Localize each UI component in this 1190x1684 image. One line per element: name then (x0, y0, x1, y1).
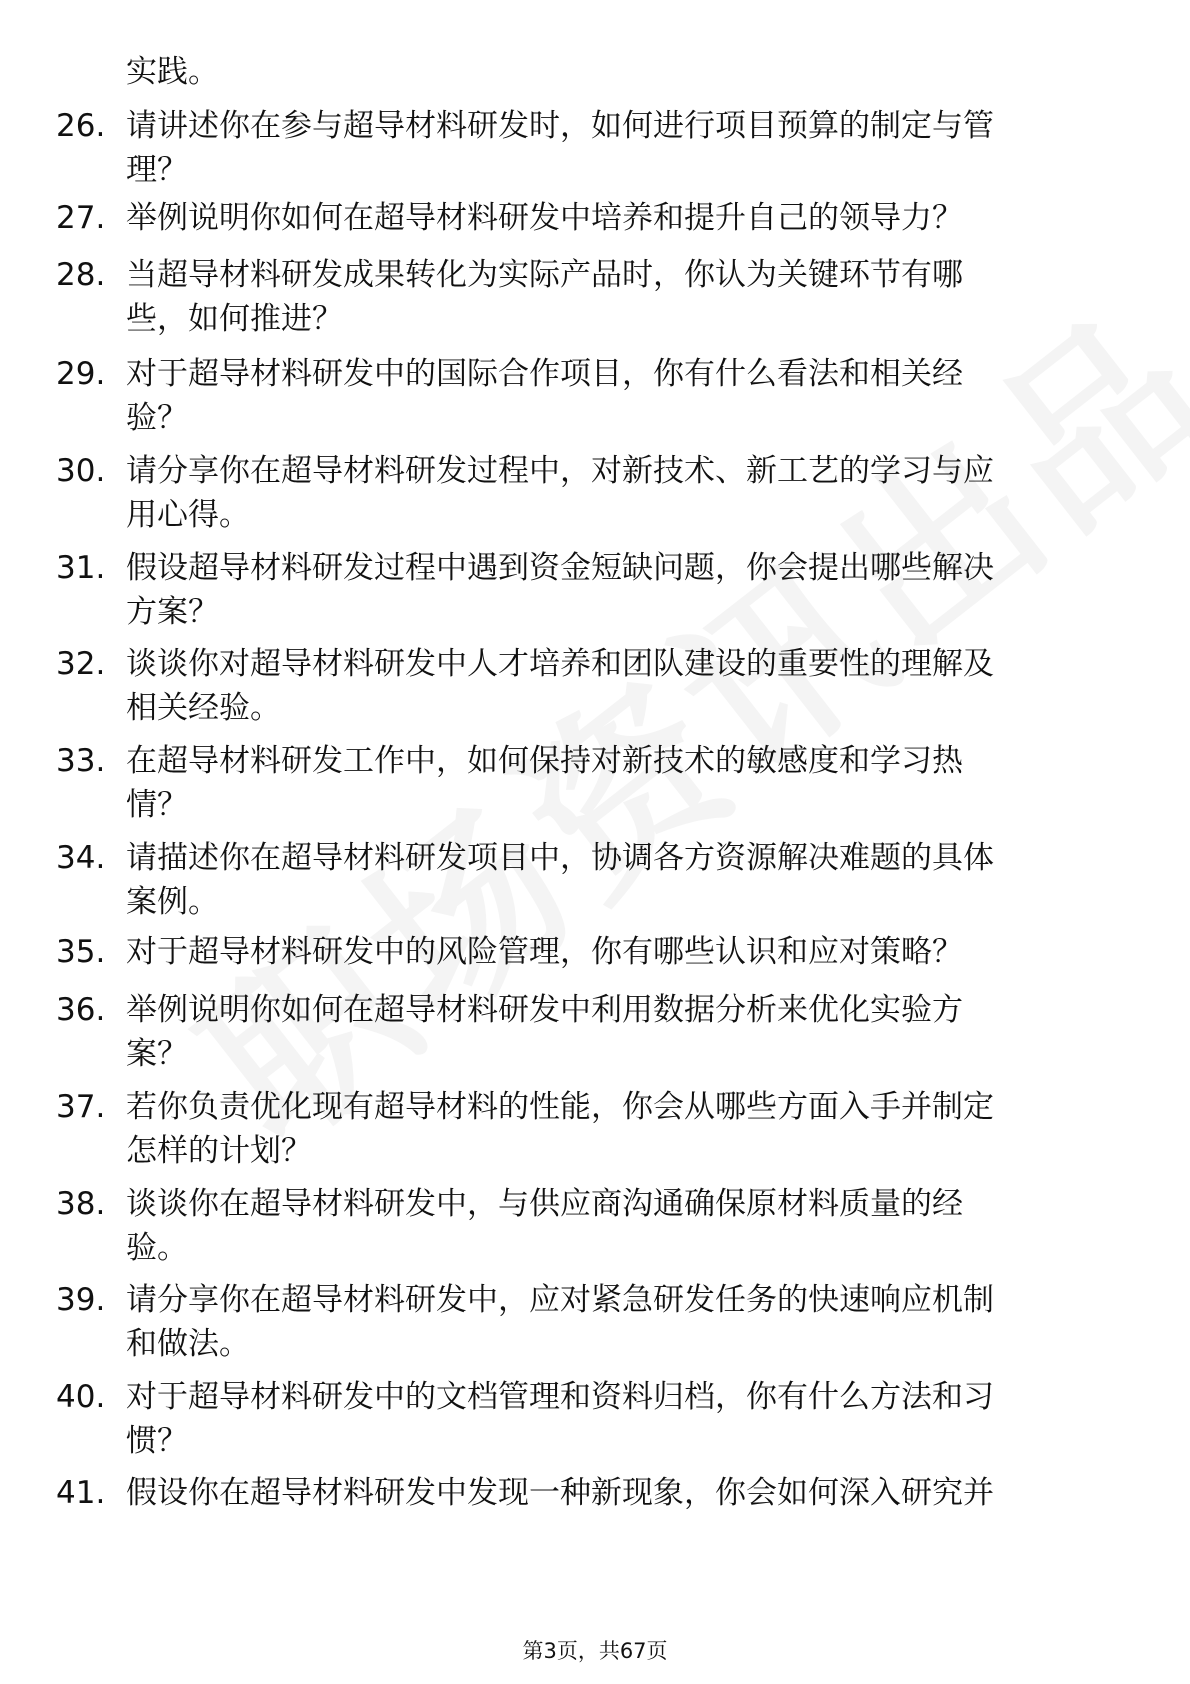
item-number: 26. (56, 108, 106, 144)
item-line: 当超导材料研发成果转化为实际产品时，你认为关键环节有哪 (126, 257, 963, 293)
item-line: 对于超导材料研发中的文档管理和资料归档，你有什么方法和习 (126, 1379, 994, 1415)
item-line: 请分享你在超导材料研发过程中，对新技术、新工艺的学习与应 (126, 453, 994, 489)
item-line: 验。 (126, 1230, 188, 1266)
item-line: 案？ (126, 1036, 188, 1072)
item-line: 对于超导材料研发中的国际合作项目，你有什么看法和相关经 (126, 356, 963, 392)
item-text (126, 196, 1116, 240)
item-text (126, 1278, 1116, 1366)
item-number: 31. (56, 550, 106, 586)
item-line: 请描述你在超导材料研发项目中，协调各方资源解决难题的具体 (126, 840, 994, 876)
item-number: 41. (56, 1475, 106, 1511)
item-number: 34. (56, 840, 106, 876)
item-number: 39. (56, 1282, 106, 1318)
page-number-footer: 第3页，共67页 (522, 1639, 668, 1663)
item-number: 33. (56, 743, 106, 779)
item-line: 案例。 (126, 884, 219, 920)
item-line: 谈谈你在超导材料研发中，与供应商沟通确保原材料质量的经 (126, 1186, 963, 1222)
item-number: 35. (56, 934, 106, 970)
item-line: 和做法。 (126, 1326, 250, 1362)
item-line: 理？ (126, 152, 188, 188)
item-number: 27. (56, 200, 106, 236)
item-line: 些，如何推进？ (126, 301, 343, 337)
item-text (126, 1471, 1116, 1515)
item-text (126, 836, 1116, 924)
item-line: 假设超导材料研发过程中遇到资金短缺问题，你会提出哪些解决 (126, 550, 994, 586)
item-text (126, 352, 1116, 440)
item-text (126, 104, 1116, 192)
item-text (126, 1375, 1116, 1463)
item-line: 谈谈你对超导材料研发中人才培养和团队建设的重要性的理解及 (126, 646, 994, 682)
item-line: 对于超导材料研发中的风险管理，你有哪些认识和应对策略？ (126, 934, 963, 970)
item-line: 方案？ (126, 594, 219, 630)
item-line: 若你负责优化现有超导材料的性能，你会从哪些方面入手并制定 (126, 1089, 994, 1125)
item-text (126, 253, 1116, 341)
item-text (126, 739, 1116, 827)
continuation-text: 实践。 (126, 54, 219, 90)
item-number: 30. (56, 453, 106, 489)
item-text (126, 546, 1116, 634)
item-number: 40. (56, 1379, 106, 1415)
item-line: 请分享你在超导材料研发中，应对紧急研发任务的快速响应机制 (126, 1282, 994, 1318)
item-line: 用心得。 (126, 497, 250, 533)
item-line: 验？ (126, 400, 188, 436)
item-text (126, 988, 1116, 1076)
item-number: 36. (56, 992, 106, 1028)
item-text (126, 1085, 1116, 1173)
item-line: 惯？ (126, 1423, 188, 1459)
item-line: 举例说明你如何在超导材料研发中利用数据分析来优化实验方 (126, 992, 963, 1028)
item-number: 38. (56, 1186, 106, 1222)
item-text (126, 642, 1116, 730)
item-number: 37. (56, 1089, 106, 1125)
item-number: 28. (56, 257, 106, 293)
item-line: 怎样的计划？ (126, 1133, 312, 1169)
item-line: 情？ (126, 787, 188, 823)
item-text (126, 449, 1116, 537)
item-line: 在超导材料研发工作中，如何保持对新技术的敏感度和学习热 (126, 743, 963, 779)
item-text (126, 930, 1116, 974)
item-number: 29. (56, 356, 106, 392)
item-line: 假设你在超导材料研发中发现一种新现象，你会如何深入研究并 (126, 1475, 994, 1511)
item-line: 相关经验。 (126, 690, 281, 726)
item-line: 请讲述你在参与超导材料研发时，如何进行项目预算的制定与管 (126, 108, 994, 144)
item-line: 举例说明你如何在超导材料研发中培养和提升自己的领导力？ (126, 200, 963, 236)
item-text (126, 1182, 1116, 1270)
item-number: 32. (56, 646, 106, 682)
